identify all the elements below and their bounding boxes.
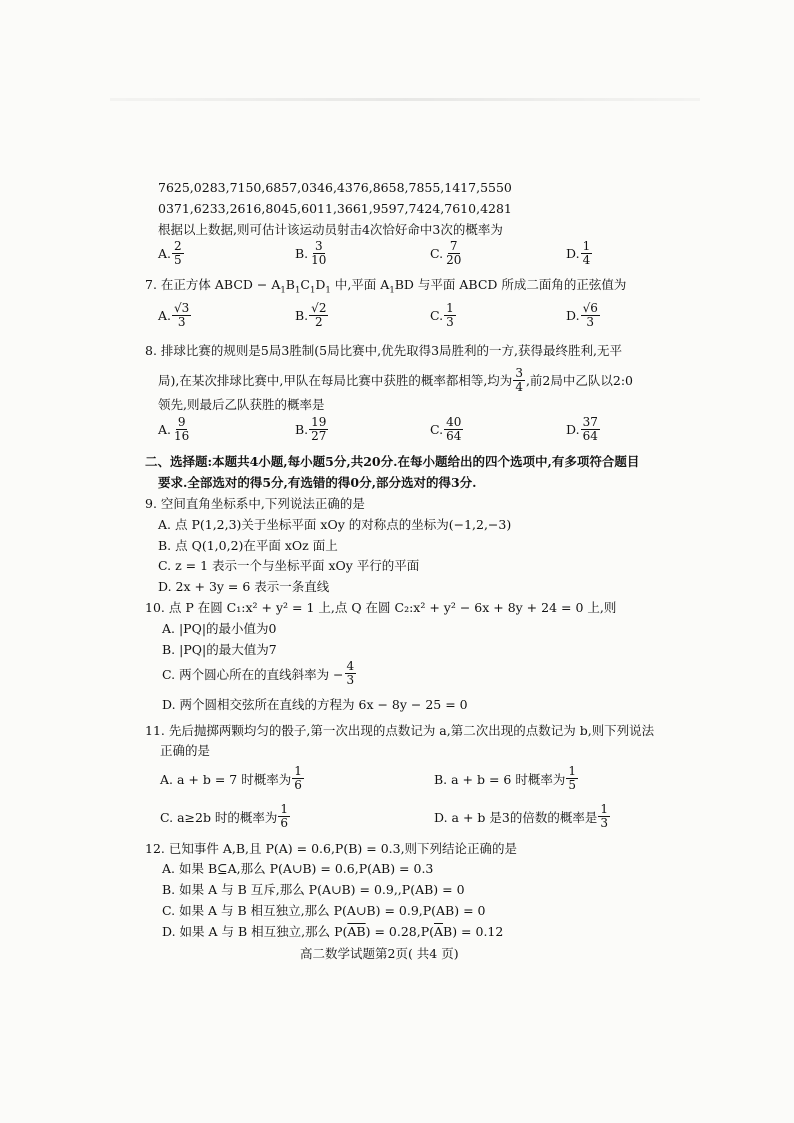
- q8-option-c: C. 40 64: [430, 415, 462, 443]
- q8-option-a: A. 9 16: [158, 415, 190, 443]
- q7-option-b: B. √2 2: [295, 301, 327, 329]
- q9-option-a: A. 点 P(1,2,3)关于坐标平面 xOy 的对称点的坐标为(−1,2,−3): [158, 517, 512, 532]
- scan-artifact: [110, 98, 700, 101]
- question-7-stem: 7. 在正方体 ABCD − $A_1B_1C_1D_1$ 中,平面 $A_1BD$ 与平面 ABCD 所成二面角的正弦值为: [145, 277, 627, 296]
- q11-option-c: C. a≥2b 时的概率为 1 6: [160, 802, 289, 830]
- q11-option-d: D. a + b 是3的倍数的概率是 1 3: [434, 802, 608, 830]
- question-11-line: 11. 先后抛掷两颗均匀的骰子,第一次出现的点数记为 a,第二次出现的点数记为 b,则下列说法: [145, 723, 655, 738]
- q12-option-d: D. 如果 A 与 B 相互独立,那么 $P(\overline{AB}) = 0.28,P(\overline{A}B) = 0.12$: [162, 924, 504, 939]
- q9-option-c: C. z = 1 表示一个与坐标平面 xOy 平行的平面: [158, 558, 420, 573]
- q10-option-c: C. 两个圆心所在的直线斜率为 − $\frac{4}{3}$: [162, 659, 355, 687]
- question-9-stem: 9. 空间直角坐标系中,下列说法正确的是: [145, 496, 365, 511]
- q6-option-a: A. 2 5: [158, 239, 182, 267]
- section-2-heading: 二、选择题:本题共4小题,每小题5分,共20分.在每小题给出的四个选项中,有多项符合题目: [145, 454, 640, 469]
- q10-option-d: D. 两个圆相交弦所在直线的方程为 6x − 8y − 25 = 0: [162, 697, 468, 712]
- section-2-instructions: 要求.全部选对的得5分,有选错的得0分,部分选对的得3分.: [158, 475, 477, 490]
- q12-option-c: C. 如果 A 与 B 相互独立,那么 P(A∪B) = 0.9,P(AB) = 0: [162, 903, 486, 918]
- q11-option-a: A. a + b = 7 时概率为 1 6: [160, 764, 302, 792]
- question-12-stem: 12. 已知事件 A,B,且 P(A) = 0.6,P(B) = 0.3,则下列结论正确的是: [145, 841, 518, 856]
- q8-option-b: B. 19 27: [295, 415, 327, 443]
- question-8-line: 8. 排球比赛的规则是5局3胜制(5局比赛中,优先取得3局胜利的一方,获得最终胜利,无平: [145, 343, 623, 358]
- page-footer: 高二数学试题第2页( 共4 页): [300, 946, 459, 961]
- q9-option-b: B. 点 Q(1,0,2)在平面 xOz 面上: [158, 538, 338, 553]
- q7-option-c: C. 1 3: [430, 301, 454, 329]
- q10-option-a: A. |PQ|的最小值为0: [162, 621, 277, 636]
- question-8-line: 领先,则最后乙队获胜的概率是: [158, 397, 325, 412]
- q6-option-d: D. 1 4: [566, 239, 591, 267]
- question-10-stem: 10. 点 P 在圆 C₁:x² + y² = 1 上,点 Q 在圆 C₂:x² + y² − 6x + 8y + 24 = 0 上,则: [145, 600, 617, 615]
- question-11-line: 正确的是: [160, 743, 211, 758]
- q9-option-d: D. 2x + 3y = 6 表示一条直线: [158, 579, 330, 594]
- data-row: 7625,0283,7150,6857,0346,4376,8658,7855,1417,5550: [158, 180, 512, 195]
- q8-option-d: D. 37 64: [566, 415, 598, 443]
- q7-option-a: A. √3 3: [158, 301, 190, 329]
- data-row: 0371,6233,2616,8045,6011,3661,9597,7424,7610,4281: [158, 201, 512, 216]
- q6-option-c: C. 7 20: [430, 239, 462, 267]
- question-6-stem: 根据以上数据,则可估计该运动员射击4次恰好命中3次的概率为: [158, 222, 503, 237]
- q12-option-b: B. 如果 A 与 B 互斥,那么 P(A∪B) = 0.9,,P(AB) = 0: [162, 882, 465, 897]
- q10-option-b: B. |PQ|的最大值为7: [162, 642, 277, 657]
- q12-option-a: A. 如果 B⊆A,那么 P(A∪B) = 0.6,P(AB) = 0.3: [162, 861, 434, 876]
- q7-option-d: D. √6 3: [566, 301, 598, 329]
- question-8-line: 局),在某次排球比赛中,甲队在每局比赛中获胜的概率都相等,均为 3 4 ,前2局中乙队以2:0: [158, 366, 633, 394]
- q6-option-b: B. 3 10: [295, 239, 327, 267]
- q11-option-b: B. a + b = 6 时概率为 1 5: [434, 764, 576, 792]
